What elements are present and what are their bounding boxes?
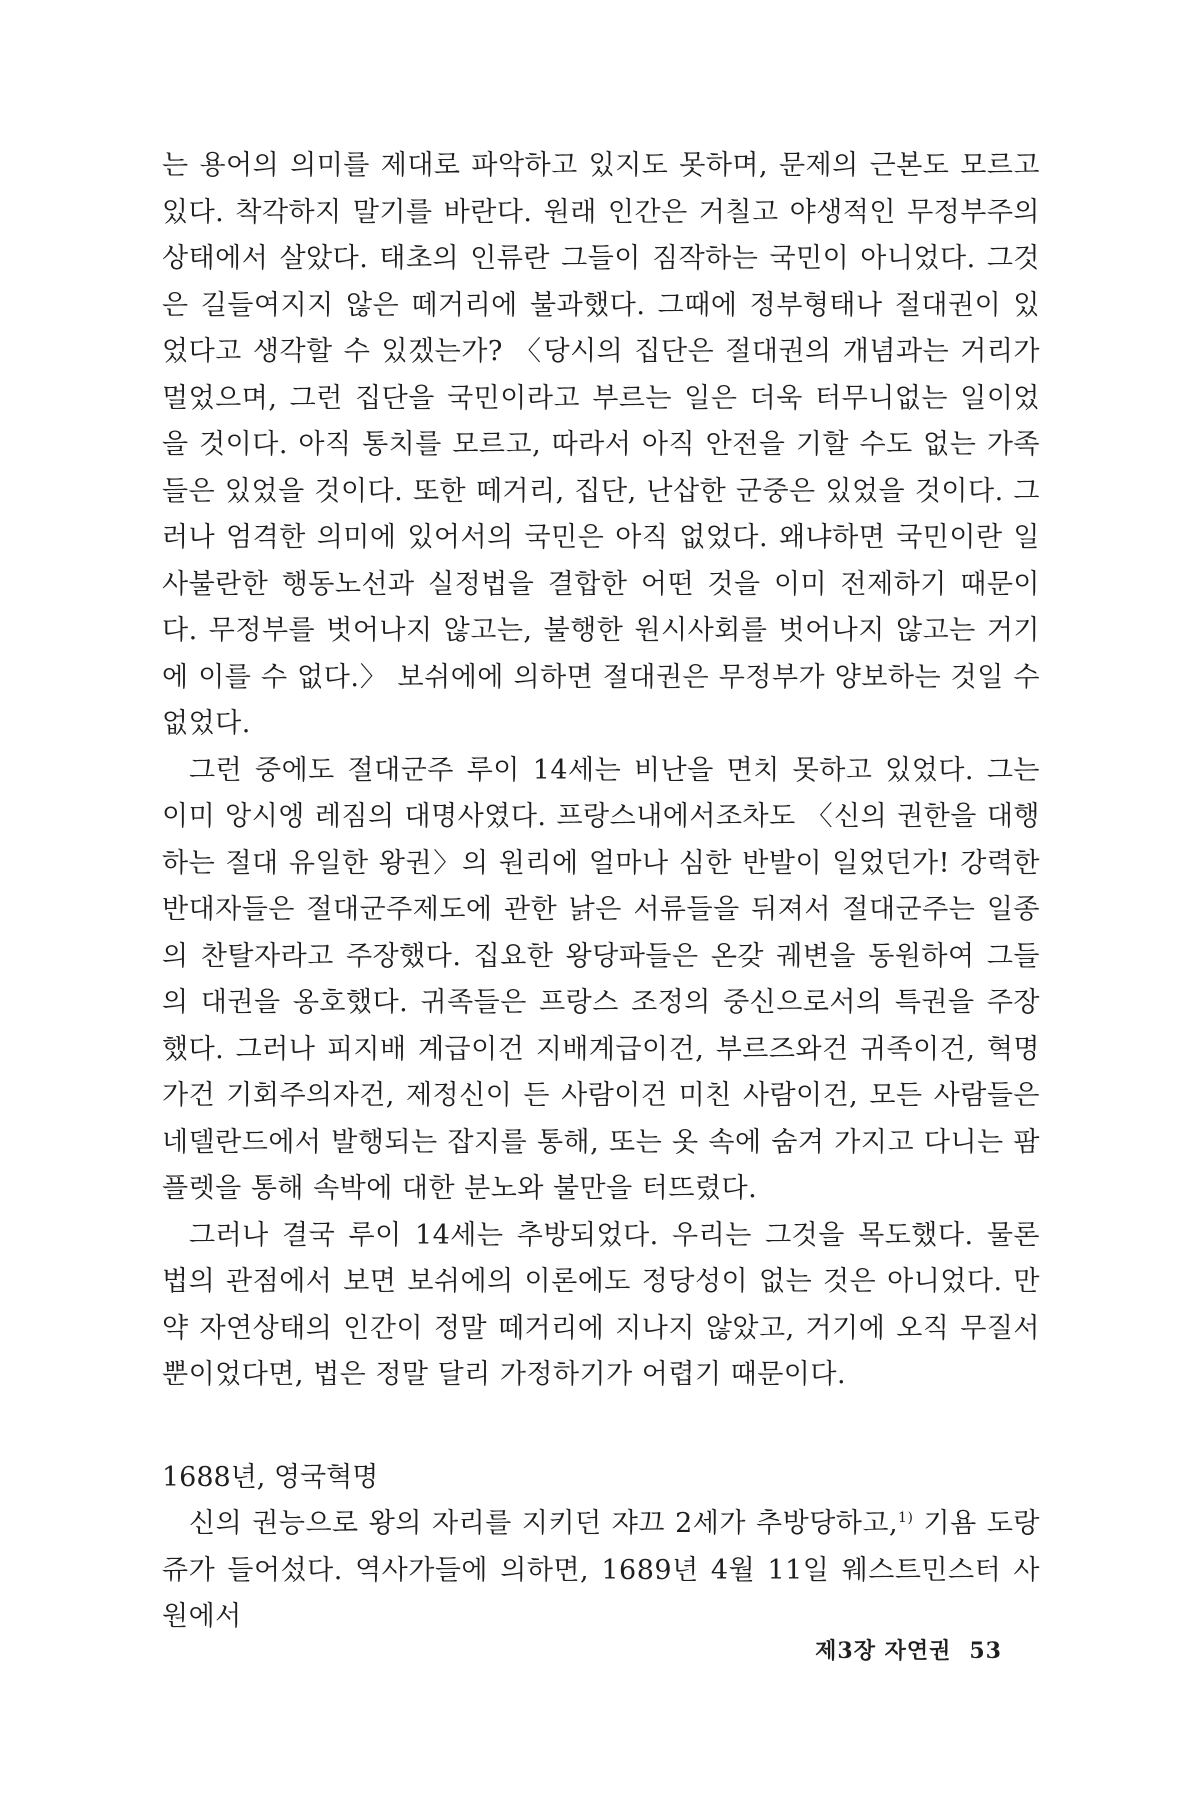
paragraph-4 (162, 1501, 1040, 1641)
paragraph-4-text-a: 신의 권능으로 왕의 자리를 지키던 쟈끄 2세가 추방당하고, (189, 1508, 899, 1539)
body-text-continued (162, 1501, 1040, 1641)
body-text (162, 143, 1040, 1399)
section-heading: 1688년, 영국혁명 (162, 1462, 379, 1493)
page-number: 53 (969, 1638, 1002, 1664)
paragraph-2: 그런 중에도 절대군주 루이 14세는 비난을 면치 못하고 있었다. 그는 이미 앙시엥 레짐의 대명사였다. 프랑스내에서조차도 〈신의 권한을 대행하는 절대 유일한 왕권〉의 원리에 얼마나 심한 반발이 일었던가! 강력한 반대자들은 절대군주제도에 관한 낡은 서류들을 뒤져서 절대군주는 일종의 찬탈자라고 주장했다. 집요한 왕당파들은 온갖 궤변을 동원하여 그들의 대권을 옹호했다. 귀족들은 프랑스 조정의 중신으로서의 특권을 주장했다. 그러나 피지배 계급이건 지배계급이건, 부르즈와건 귀족이건, 혁명가건 기회주의자건, 제정신이 든 사람이건 미친 사람이건, 모든 사람들은 네델란드에서 발행되는 잡지를 통해, 또는 옷 속에 숨겨 가지고 다니는 팜플렛을 통해 속박에 대한 분노와 불만을 터뜨렸다. (162, 754, 1040, 1204)
page-footer (815, 1634, 1002, 1665)
paragraph-4-text-b: 기욤 도랑쥬가 들어섰다. 역사가들에 의하면, 1689년 4월 11일 웨스트민스터 사원에서 (162, 1508, 1040, 1632)
paragraph-1: 는 용어의 의미를 제대로 파악하고 있지도 못하며, 문제의 근본도 모르고 있다. 착각하지 말기를 바란다. 원래 인간은 거칠고 야생적인 무정부주의 상태에서 살았다. 태초의 인류란 그들이 짐작하는 국민이 아니었다. 그것은 길들여지지 않은 떼거리에 불과했다. 그때에 정부형태나 절대권이 있었다고 생각할 수 있겠는가? 〈당시의 집단은 절대권의 개념과는 거리가 멀었으며, 그런 집단을 국민이라고 부르는 일은 더욱 터무니없는 일이었을 것이다. 아직 통치를 모르고, 따라서 아직 안전을 기할 수도 없는 가족들은 있었을 것이다. 또한 떼거리, 집단, 난삽한 군중은 있었을 것이다. 그러나 엄격한 의미에 있어서의 국민은 아직 없었다. 왜냐하면 국민이란 일사불란한 행동노선과 실정법을 결합한 어떤 것을 이미 전제하기 때문이다. 무정부를 벗어나지 않고는, 불행한 원시사회를 벗어나지 않고는 거기에 이를 수 없다.〉 보쉬에에 의하면 절대권은 무정부가 양보하는 것일 수 없었다. (162, 150, 1040, 739)
footnote-marker: 1) (898, 1510, 914, 1526)
chapter-label: 제3장 자연권 (815, 1638, 952, 1664)
paragraph-3: 그러나 결국 루이 14세는 추방되었다. 우리는 그것을 목도했다. 물론 법의 관점에서 보면 보쉬에의 이론에도 정당성이 없는 것은 아니었다. 만약 자연상태의 인간이 정말 떼거리에 지나지 않았고, 거기에 오직 무질서뿐이었다면, 법은 정말 달리 가정하기가 어렵기 때문이다. (162, 1219, 1040, 1390)
